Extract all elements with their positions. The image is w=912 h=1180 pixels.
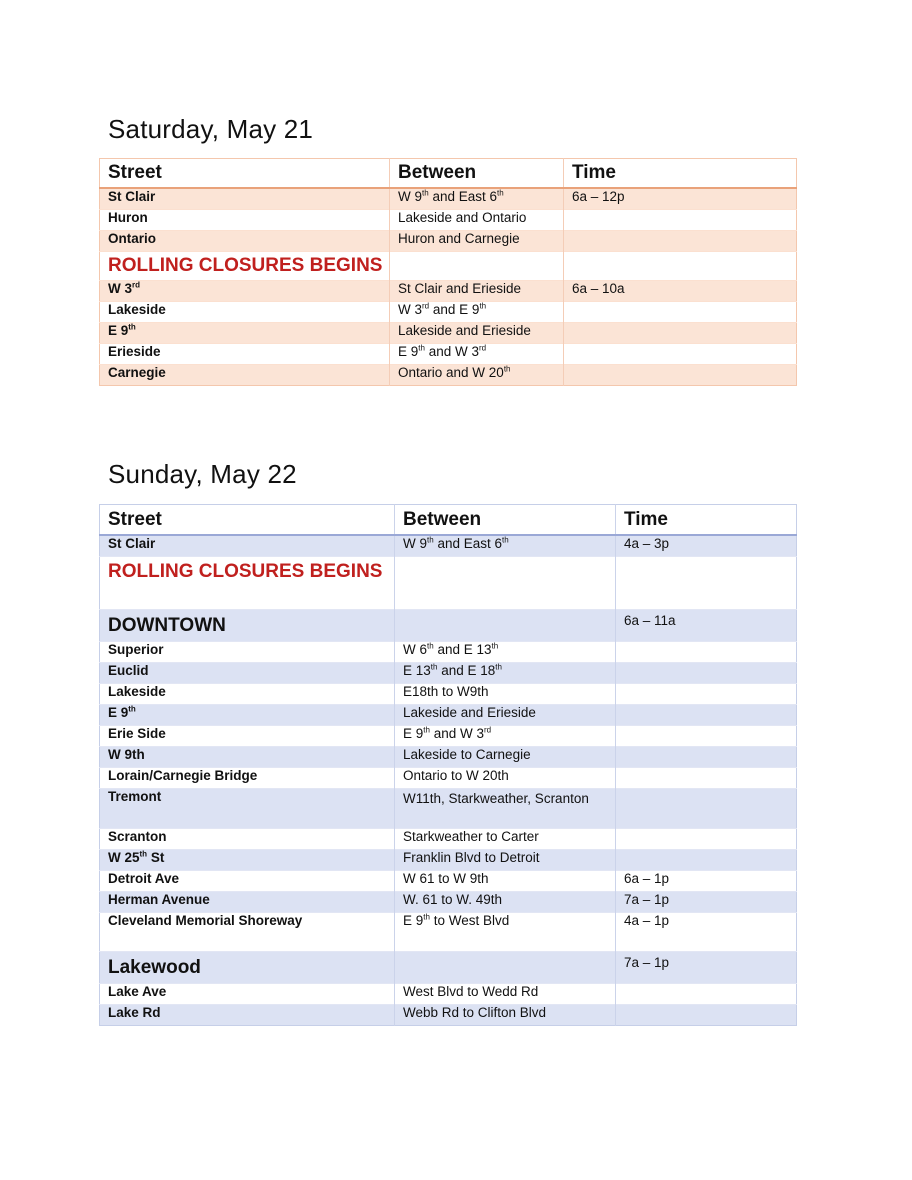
time-cell [564, 323, 797, 344]
time-cell [616, 705, 797, 726]
time-cell [564, 365, 797, 386]
between-cell: W 6th and E 13th [395, 642, 616, 663]
time-header: Time [616, 505, 797, 536]
between-cell [390, 252, 564, 281]
between-header: Between [395, 505, 616, 536]
table-row [100, 188, 797, 210]
table-row [100, 281, 797, 302]
section-row-downtown [100, 610, 797, 642]
table-row [100, 789, 797, 829]
street-header: Street [100, 505, 395, 536]
table-row [100, 913, 797, 952]
section-row-lakewood [100, 952, 797, 984]
time-cell [616, 850, 797, 871]
table-row [100, 829, 797, 850]
time-cell [616, 642, 797, 663]
time-cell [564, 344, 797, 365]
between-header: Between [390, 159, 564, 189]
time-cell [616, 684, 797, 705]
table-row [100, 726, 797, 747]
between-cell: E 9th and W 3rd [390, 344, 564, 365]
table-row [100, 642, 797, 663]
time-cell [616, 557, 797, 610]
street-cell: Erie Side [100, 726, 395, 747]
between-cell: St Clair and Erieside [390, 281, 564, 302]
street-cell: Erieside [100, 344, 390, 365]
time-cell: 6a – 12p [564, 188, 797, 210]
street-cell: Tremont [100, 789, 395, 829]
street-cell: W 9th [100, 747, 395, 768]
between-cell: W 3rd and E 9th [390, 302, 564, 323]
time-cell [564, 231, 797, 252]
time-cell: 6a – 11a [616, 610, 797, 642]
street-cell: Superior [100, 642, 395, 663]
rolling-closures-label: ROLLING CLOSURES BEGINS [100, 252, 390, 281]
between-cell: Lakeside to Carnegie [395, 747, 616, 768]
street-cell: Lorain/Carnegie Bridge [100, 768, 395, 789]
table-row [100, 684, 797, 705]
street-cell: Lake Ave [100, 984, 395, 1005]
street-cell: St Clair [100, 535, 395, 557]
saturday-closures-table [99, 158, 797, 386]
between-cell [395, 952, 616, 984]
table-header-row [100, 159, 797, 189]
table-header-row [100, 505, 797, 536]
time-cell: 7a – 1p [616, 892, 797, 913]
table-row [100, 984, 797, 1005]
time-cell: 7a – 1p [616, 952, 797, 984]
between-cell [395, 610, 616, 642]
rolling-closures-row [100, 252, 797, 281]
time-cell [616, 1005, 797, 1026]
time-cell: 4a – 3p [616, 535, 797, 557]
street-cell: Euclid [100, 663, 395, 684]
table-row [100, 747, 797, 768]
sunday-title: Sunday, May 22 [108, 459, 297, 489]
between-cell: Lakeside and Ontario [390, 210, 564, 231]
table-row [100, 323, 797, 344]
time-header: Time [564, 159, 797, 189]
between-cell: Lakeside and Erieside [395, 705, 616, 726]
street-cell: Herman Avenue [100, 892, 395, 913]
between-cell: Huron and Carnegie [390, 231, 564, 252]
time-cell [616, 789, 797, 829]
time-cell [564, 210, 797, 231]
street-cell: Detroit Ave [100, 871, 395, 892]
between-cell: W. 61 to W. 49th [395, 892, 616, 913]
table-row [100, 210, 797, 231]
between-cell: W 9th and East 6th [395, 535, 616, 557]
table-row [100, 344, 797, 365]
time-cell [616, 747, 797, 768]
table-row [100, 892, 797, 913]
street-cell: Lakeside [100, 302, 390, 323]
between-cell: E 13th and E 18th [395, 663, 616, 684]
rolling-closures-row [100, 557, 797, 610]
between-cell: Ontario to W 20th [395, 768, 616, 789]
section-label: Lakewood [100, 952, 395, 984]
table-row [100, 535, 797, 557]
street-cell: Ontario [100, 231, 390, 252]
section-label: DOWNTOWN [100, 610, 395, 642]
time-cell [564, 302, 797, 323]
rolling-closures-label: ROLLING CLOSURES BEGINS [100, 557, 395, 610]
between-cell: Ontario and W 20th [390, 365, 564, 386]
saturday-title: Saturday, May 21 [108, 114, 314, 144]
between-cell: E 9th and W 3rd [395, 726, 616, 747]
street-cell: W 3rd [100, 281, 390, 302]
time-cell [616, 726, 797, 747]
between-cell: E18th to W9th [395, 684, 616, 705]
street-cell: W 25th St [100, 850, 395, 871]
time-cell [564, 252, 797, 281]
between-cell: Lakeside and Erieside [390, 323, 564, 344]
table-row [100, 1005, 797, 1026]
time-cell [616, 663, 797, 684]
table-row [100, 705, 797, 726]
time-cell: 6a – 10a [564, 281, 797, 302]
table-row [100, 768, 797, 789]
between-cell: Starkweather to Carter [395, 829, 616, 850]
time-cell: 6a – 1p [616, 871, 797, 892]
table-row [100, 302, 797, 323]
street-cell: Cleveland Memorial Shoreway [100, 913, 395, 952]
time-cell [616, 768, 797, 789]
table-row [100, 850, 797, 871]
between-cell: W 61 to W 9th [395, 871, 616, 892]
street-cell: E 9th [100, 323, 390, 344]
time-cell [616, 984, 797, 1005]
sunday-closures-table [99, 504, 797, 1026]
table-row [100, 871, 797, 892]
between-cell: Webb Rd to Clifton Blvd [395, 1005, 616, 1026]
street-cell: E 9th [100, 705, 395, 726]
between-cell: West Blvd to Wedd Rd [395, 984, 616, 1005]
between-cell: Franklin Blvd to Detroit [395, 850, 616, 871]
time-cell: 4a – 1p [616, 913, 797, 952]
between-cell: W11th, Starkweather, Scranton [395, 789, 616, 829]
between-cell: W 9th and East 6th [390, 188, 564, 210]
table-row [100, 663, 797, 684]
street-cell: St Clair [100, 188, 390, 210]
table-row [100, 231, 797, 252]
street-header: Street [100, 159, 390, 189]
table-row [100, 365, 797, 386]
street-cell: Lake Rd [100, 1005, 395, 1026]
street-cell: Carnegie [100, 365, 390, 386]
street-cell: Scranton [100, 829, 395, 850]
between-cell [395, 557, 616, 610]
street-cell: Lakeside [100, 684, 395, 705]
time-cell [616, 829, 797, 850]
street-cell: Huron [100, 210, 390, 231]
between-cell: E 9th to West Blvd [395, 913, 616, 952]
